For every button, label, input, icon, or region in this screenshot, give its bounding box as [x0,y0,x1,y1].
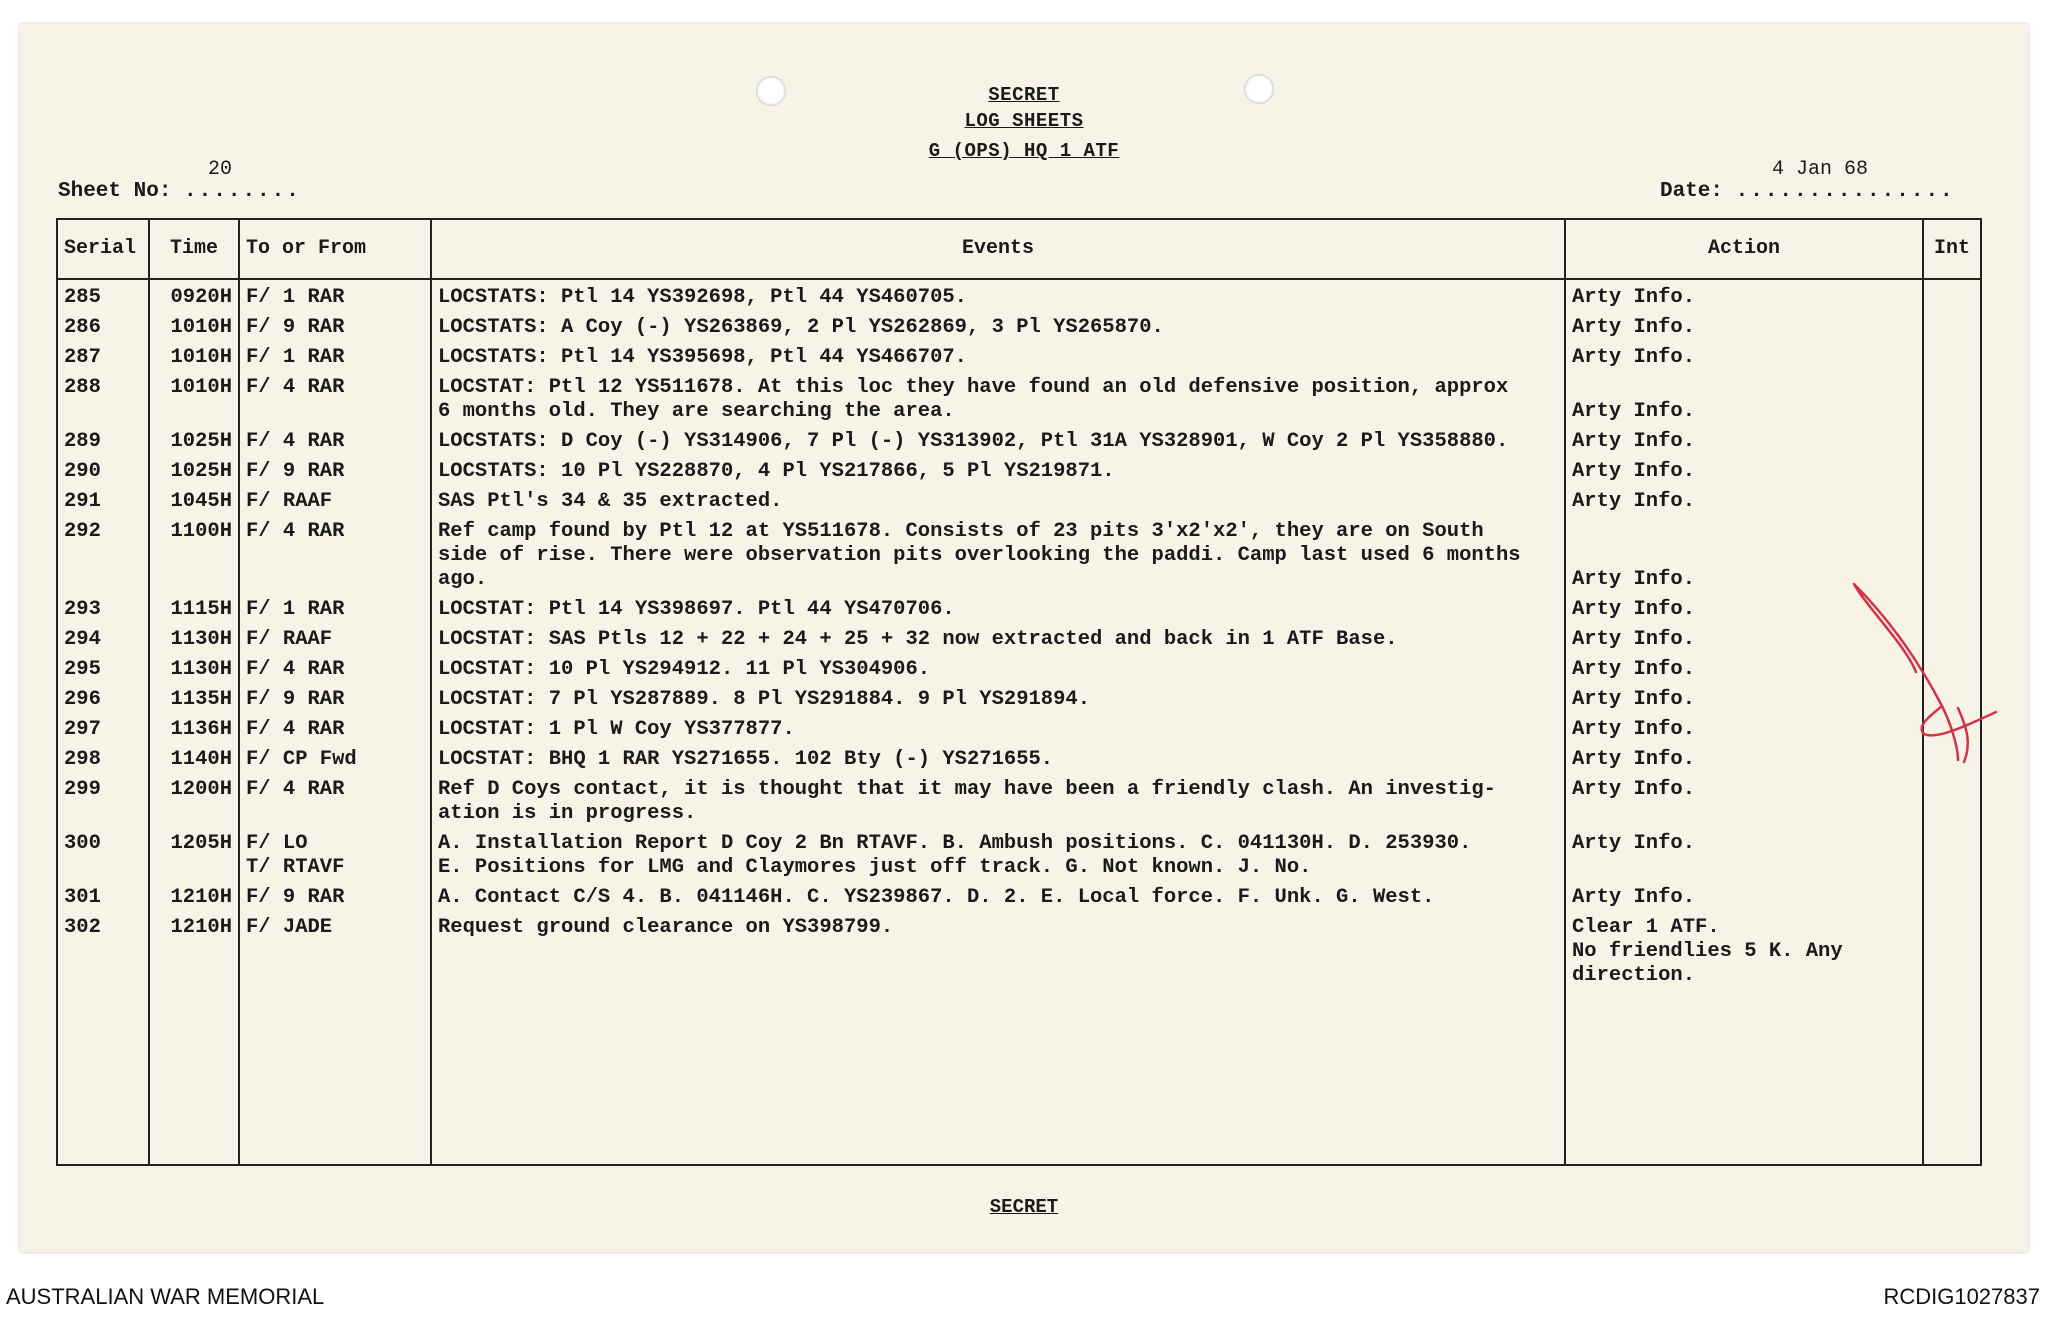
action-cell: Arty Info. [1565,279,1923,310]
int-cell [1923,880,1981,910]
int-cell [1923,370,1981,424]
time-cell: 1130H [149,622,239,652]
to-or-from-cell: F/ 1 RAR [239,340,431,370]
int-cell [1923,310,1981,340]
filler-cell [149,988,239,1165]
time-cell: 1200H [149,772,239,826]
action-cell: Arty Info. [1565,514,1923,592]
classification-header: SECRET [988,84,1060,106]
date-value: 4 Jan 68 [1772,158,1869,181]
date-label: Date: [1660,180,1724,203]
filler-cell [1565,988,1923,1165]
time-cell: 1130H [149,652,239,682]
to-or-from-cell: F/ RAAF [239,484,431,514]
time-cell: 1025H [149,454,239,484]
to-or-from-cell: F/ JADE [239,910,431,988]
to-or-from-cell: F/ RAAF [239,622,431,652]
time-cell: 1115H [149,592,239,622]
to-or-from-cell: F/ CP Fwd [239,742,431,772]
log-table [56,218,1982,1166]
action-cell: Arty Info. [1565,622,1923,652]
int-cell [1923,279,1981,310]
action-cell: Arty Info. [1565,310,1923,340]
serial-cell: 294 [57,622,149,652]
table-row [57,514,1981,592]
archive-caption-left: AUSTRALIAN WAR MEMORIAL [6,1284,325,1309]
table-row [57,592,1981,622]
time-cell: 1010H [149,310,239,340]
table-row [57,484,1981,514]
to-or-from-cell: F/ 4 RAR [239,514,431,592]
events-cell: LOCSTAT: SAS Ptls 12 + 22 + 24 + 25 + 32 now extracted and back in 1 ATF Base. [431,622,1565,652]
table-row [57,652,1981,682]
time-cell: 1010H [149,340,239,370]
table-row [57,712,1981,742]
events-cell: LOCSTAT: Ptl 14 YS398697. Ptl 44 YS470706. [431,592,1565,622]
action-cell: Arty Info. [1565,682,1923,712]
document-title: LOG SHEETS [964,110,1084,132]
action-cell: Arty Info. [1565,772,1923,826]
red-pen-mark [1846,576,2006,776]
int-cell [1923,454,1981,484]
time-cell: 1210H [149,910,239,988]
time-header: Time [149,219,239,279]
events-cell: Ref camp found by Ptl 12 at YS511678. Consists of 23 pits 3'x2'x2', they are on South side of rise. There were observation pits overlooking the paddi. Camp last used 6 months ago. [431,514,1565,592]
serial-cell: 298 [57,742,149,772]
time-cell: 1136H [149,712,239,742]
to-or-from-cell: F/ 4 RAR [239,652,431,682]
log-entries [57,279,1981,1165]
serial-cell: 285 [57,279,149,310]
events-header: Events [431,219,1565,279]
table-filler-row [57,988,1981,1165]
time-cell: 1010H [149,370,239,424]
serial-header: Serial [57,219,149,279]
serial-cell: 293 [57,592,149,622]
serial-cell: 300 [57,826,149,880]
serial-cell: 286 [57,310,149,340]
filler-cell [57,988,149,1165]
events-cell: LOCSTAT: 1 Pl W Coy YS377877. [431,712,1565,742]
action-cell: Arty Info. [1565,592,1923,622]
to-or-from-cell: F/ 4 RAR [239,772,431,826]
events-cell: LOCSTAT: BHQ 1 RAR YS271655. 102 Bty (-) YS271655. [431,742,1565,772]
serial-cell: 290 [57,454,149,484]
filler-cell [1923,988,1981,1165]
time-cell: 1205H [149,826,239,880]
int-cell [1923,484,1981,514]
table-row [57,310,1981,340]
sheet-number-dots: ........ [184,180,301,203]
int-cell [1923,424,1981,454]
serial-cell: 295 [57,652,149,682]
serial-cell: 288 [57,370,149,424]
action-cell: Arty Info. [1565,370,1923,424]
table-row [57,742,1981,772]
table-row [57,826,1981,880]
serial-cell: 292 [57,514,149,592]
action-cell: Arty Info. [1565,484,1923,514]
int-cell [1923,772,1981,826]
action-header: Action [1565,219,1923,279]
serial-cell: 291 [57,484,149,514]
action-cell: Arty Info. [1565,454,1923,484]
unit-title: G (OPS) HQ 1 ATF [928,140,1120,162]
events-cell: LOCSTATS: Ptl 14 YS392698, Ptl 44 YS460705. [431,279,1565,310]
serial-cell: 297 [57,712,149,742]
table-row [57,370,1981,424]
to-or-from-cell: F/ 9 RAR [239,880,431,910]
events-cell: Request ground clearance on YS398799. [431,910,1565,988]
action-cell: Arty Info. [1565,742,1923,772]
filler-cell [431,988,1565,1165]
log-date [1660,158,1955,203]
to-or-from-cell: F/ 1 RAR [239,279,431,310]
table-row [57,682,1981,712]
serial-cell: 287 [57,340,149,370]
time-cell: 1140H [149,742,239,772]
table-row [57,340,1981,370]
to-or-from-cell: F/ LO T/ RTAVF [239,826,431,880]
table-row [57,424,1981,454]
events-cell: LOCSTAT: Ptl 12 YS511678. At this loc they have found an old defensive position, approx 6 months old. They are searching the area. [431,370,1565,424]
events-cell: LOCSTATS: 10 Pl YS228870, 4 Pl YS217866, 5 Pl YS219871. [431,454,1565,484]
action-cell: Arty Info. [1565,826,1923,880]
to-or-from-cell: F/ 4 RAR [239,424,431,454]
to-or-from-cell: F/ 1 RAR [239,592,431,622]
table-row [57,454,1981,484]
action-cell: Arty Info. [1565,340,1923,370]
time-cell: 1100H [149,514,239,592]
table-row [57,772,1981,826]
events-cell: LOCSTAT: 7 Pl YS287889. 8 Pl YS291884. 9 Pl YS291894. [431,682,1565,712]
to-or-from-cell: F/ 9 RAR [239,310,431,340]
action-cell: Arty Info. [1565,424,1923,454]
time-cell: 1025H [149,424,239,454]
to-or-from-cell: F/ 9 RAR [239,682,431,712]
int-cell [1923,340,1981,370]
time-cell: 1045H [149,484,239,514]
int-header: Int [1923,219,1981,279]
table-row [57,880,1981,910]
to-or-from-cell: F/ 4 RAR [239,712,431,742]
to-or-from-cell: F/ 4 RAR [239,370,431,424]
time-cell: 1210H [149,880,239,910]
time-cell: 1135H [149,682,239,712]
int-cell [1923,910,1981,988]
table-header-row [57,219,1981,279]
time-cell: 0920H [149,279,239,310]
events-cell: LOCSTATS: D Coy (-) YS314906, 7 Pl (-) YS313902, Ptl 31A YS328901, W Coy 2 Pl YS358880. [431,424,1565,454]
filler-cell [239,988,431,1165]
action-cell: Clear 1 ATF. No friendlies 5 K. Any direction. [1565,910,1923,988]
serial-cell: 289 [57,424,149,454]
serial-cell: 302 [57,910,149,988]
to-or-from-header: To or From [239,219,431,279]
to-or-from-cell: F/ 9 RAR [239,454,431,484]
int-cell [1923,826,1981,880]
archive-caption-right: RCDIG1027837 [1883,1284,2040,1309]
events-cell: LOCSTATS: Ptl 14 YS395698, Ptl 44 YS466707. [431,340,1565,370]
events-cell: SAS Ptl's 34 & 35 extracted. [431,484,1565,514]
action-cell: Arty Info. [1565,712,1923,742]
serial-cell: 301 [57,880,149,910]
table-row [57,622,1981,652]
events-cell: LOCSTAT: 10 Pl YS294912. 11 Pl YS304906. [431,652,1565,682]
action-cell: Arty Info. [1565,880,1923,910]
serial-cell: 296 [57,682,149,712]
events-cell: LOCSTATS: A Coy (-) YS263869, 2 Pl YS262869, 3 Pl YS265870. [431,310,1565,340]
table-row [57,910,1981,988]
table-row [57,279,1981,310]
sheet-number-value: 20 [208,158,233,181]
date-dots: ............... [1735,180,1955,203]
events-cell: A. Installation Report D Coy 2 Bn RTAVF. B. Ambush positions. C. 041130H. D. 253930. E. Positions for LMG and Claymores just off track. G. Not known. J. No. [431,826,1565,880]
action-cell: Arty Info. [1565,652,1923,682]
events-cell: A. Contact C/S 4. B. 041146H. C. YS239867. D. 2. E. Local force. F. Unk. G. West. [431,880,1565,910]
serial-cell: 299 [57,772,149,826]
sheet-number [58,158,301,203]
sheet-number-label: Sheet No: [58,180,172,203]
events-cell: Ref D Coys contact, it is thought that it may have been a friendly clash. An investig- ation is in progress. [431,772,1565,826]
classification-footer: SECRET [989,1196,1059,1218]
